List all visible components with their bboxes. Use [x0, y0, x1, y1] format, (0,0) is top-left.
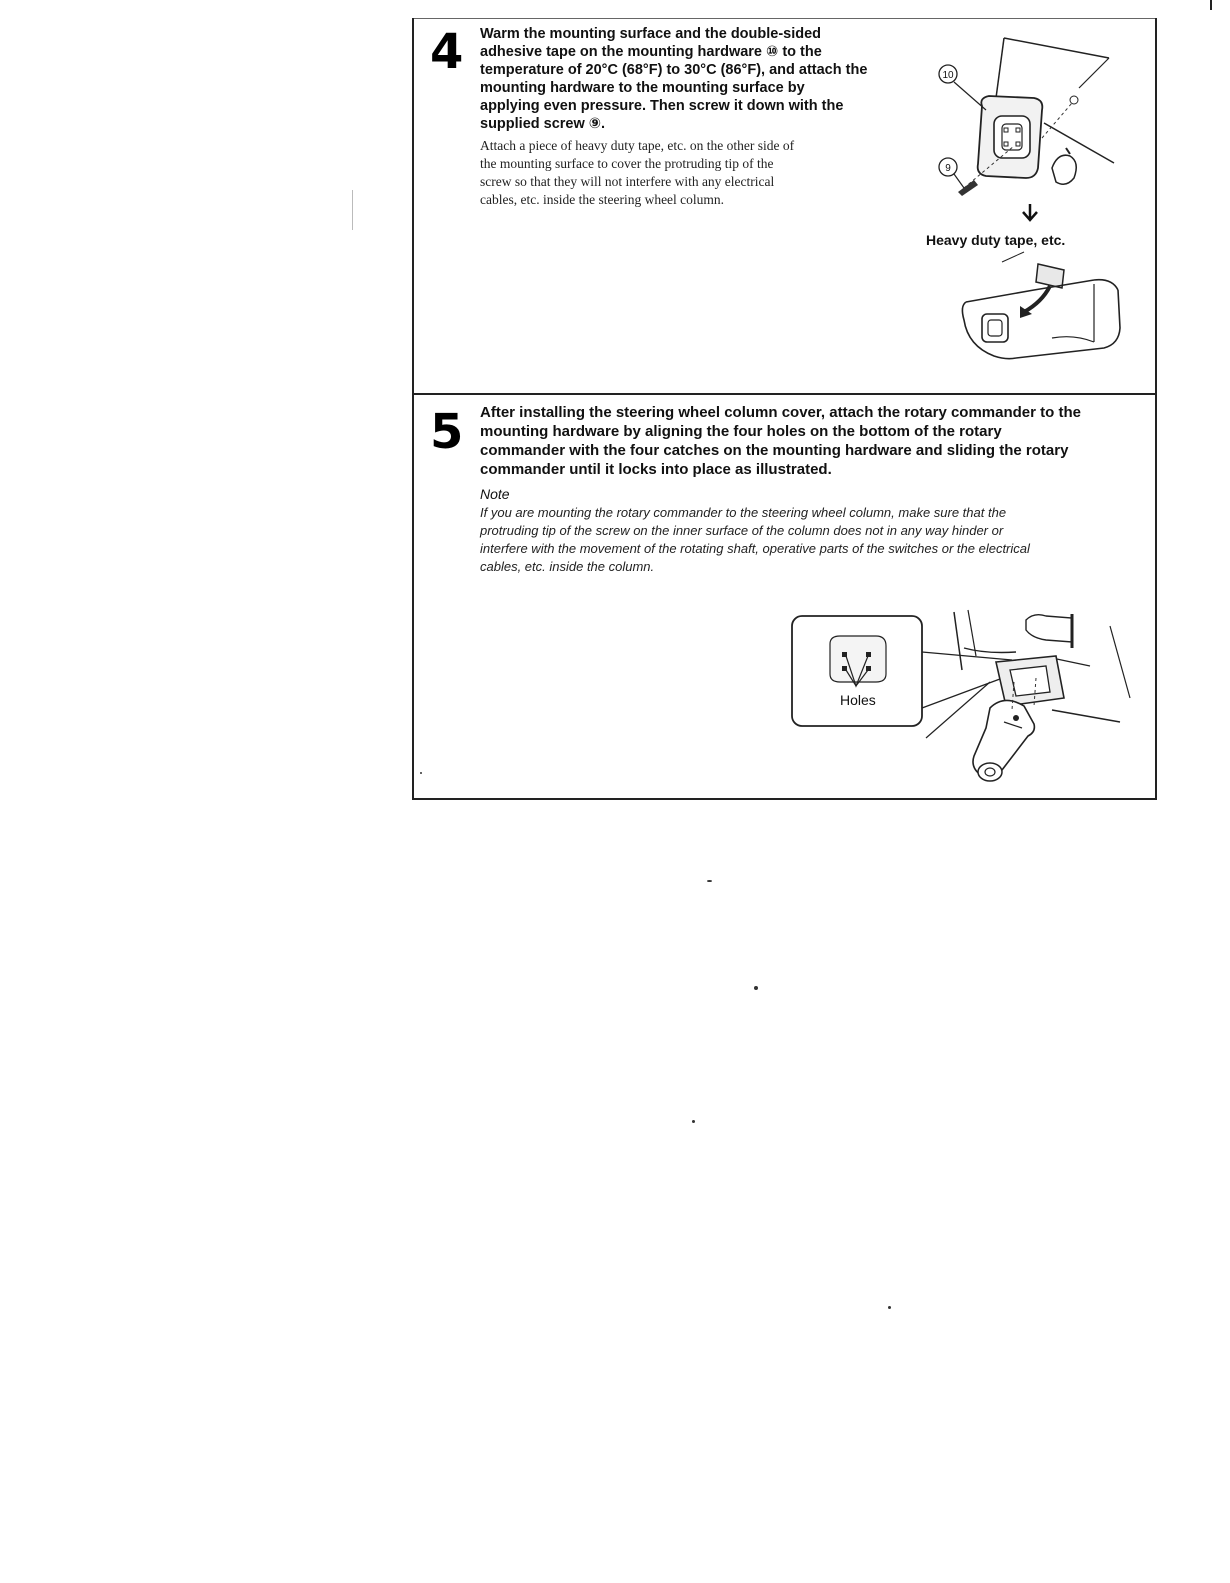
note-label: Note — [480, 486, 510, 502]
step-4-heading-line: supplied screw ⑨. — [480, 116, 606, 132]
page-edge-mark — [1210, 0, 1212, 10]
step-4-body-line: Attach a piece of heavy duty tape, etc. on the other side of — [480, 138, 795, 153]
print-speck — [707, 880, 712, 882]
print-speck — [888, 1306, 891, 1309]
step-5-heading-line: mounting hardware by aligning the four holes on the bottom of the rotary — [480, 423, 1002, 440]
step-5-heading-line: commander with the four catches on the mounting hardware and sliding the rotary — [480, 442, 1069, 459]
print-speck — [420, 772, 422, 774]
step-5-heading-line: commander until it locks into place as illustrated. — [480, 461, 832, 478]
print-speck — [754, 986, 758, 990]
step-4-heading-line: applying even pressure. Then screw it down with the — [480, 98, 844, 114]
note-line: cables, etc. inside the column. — [480, 559, 655, 574]
step-4-heading-line: adhesive tape on the mounting hardware ⑩ to the — [480, 44, 822, 60]
print-speck — [692, 1120, 695, 1123]
note-line: If you are mounting the rotary commander to the steering wheel column, make sure that the — [480, 505, 1007, 520]
step-4-heading-line: Warm the mounting surface and the double-sided — [480, 26, 822, 42]
mounting-hardware-illustration — [934, 28, 1149, 218]
callout-9-label: 9 — [945, 163, 951, 174]
print-speck — [352, 190, 353, 230]
step-4-heading-line: mounting hardware to the mounting surface by — [480, 80, 805, 96]
holes-label: Holes — [840, 692, 876, 708]
note-line: protruding tip of the screw on the inner surface of the column does not in any way hinder or — [480, 523, 1004, 538]
instruction-frame — [412, 18, 1157, 800]
step-5-heading-line: After installing the steering wheel column cover, attach the rotary commander to the — [480, 404, 1081, 421]
step-4-number: 4 — [430, 24, 464, 80]
heavy-duty-tape-caption: Heavy duty tape, etc. — [926, 232, 1066, 248]
callout-10-label: 10 — [942, 70, 954, 81]
step-4-body-line: cables, etc. inside the steering wheel column. — [480, 192, 725, 207]
step-4-body-line: screw so that they will not interfere with any electrical — [480, 174, 775, 189]
step-5-number: 5 — [430, 404, 464, 460]
step-4-heading-line: temperature of 20°C (68°F) to 30°C (86°F), and attach the — [480, 62, 868, 78]
note-line: interfere with the movement of the rotating shaft, operative parts of the switches or the electrical — [480, 541, 1030, 556]
step-4-body-line: the mounting surface to cover the protruding tip of the — [480, 156, 774, 171]
column-cover-tape-illustration — [954, 250, 1149, 370]
step-divider — [414, 393, 1155, 395]
